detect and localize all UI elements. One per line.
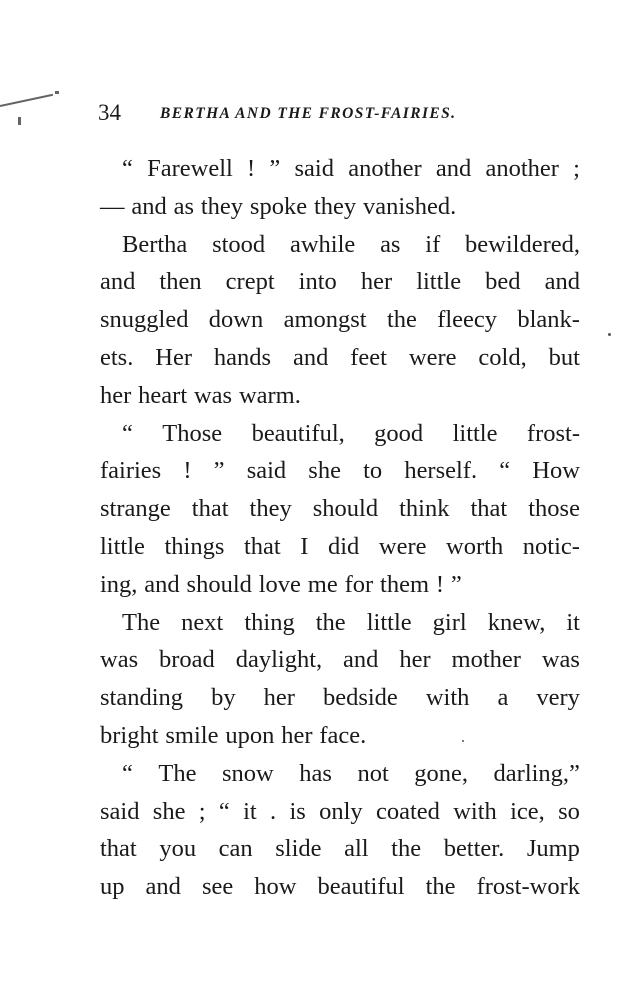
word: next: [181, 608, 224, 636]
word: amongst: [283, 306, 367, 334]
word: to: [363, 457, 383, 485]
word: and: [145, 873, 181, 901]
word: beautiful: [317, 873, 405, 901]
text-line: [100, 528, 580, 566]
word: The: [158, 759, 197, 787]
word: mother: [451, 646, 521, 674]
word: heart: [138, 381, 188, 409]
word: and: [100, 268, 136, 296]
word: notic-: [522, 532, 580, 560]
word: “: [499, 457, 511, 485]
word: she: [308, 457, 341, 485]
word: little: [416, 268, 462, 296]
word: little: [366, 608, 412, 636]
word: good: [374, 419, 424, 447]
word: darling,”: [493, 759, 580, 787]
word: only: [319, 797, 363, 825]
word: crept: [225, 268, 275, 296]
word: knew,: [487, 608, 546, 636]
word: “: [218, 797, 230, 825]
word: the: [315, 608, 346, 636]
word: and: [544, 268, 580, 296]
word: coated: [375, 797, 440, 825]
text-line: [100, 226, 580, 264]
text-line: [100, 301, 580, 339]
word: they: [249, 495, 292, 523]
word: !: [435, 570, 445, 598]
word: was: [193, 381, 233, 409]
word: !: [183, 457, 192, 485]
text-line: [100, 604, 580, 642]
page-number: 34: [98, 100, 121, 125]
word: into: [298, 268, 337, 296]
word: frost-: [526, 419, 580, 447]
word: up: [100, 873, 125, 901]
text-line: [100, 755, 580, 793]
word: they: [200, 192, 244, 220]
running-title: BERTHA AND THE FROST-FAIRIES.: [160, 105, 457, 122]
text-line: [100, 339, 580, 377]
text-line: [100, 150, 580, 188]
word: Farewell: [147, 155, 233, 182]
word: worth: [446, 532, 504, 560]
word: can: [218, 835, 253, 863]
word: warm.: [238, 381, 301, 409]
word: another: [348, 155, 422, 182]
word: and: [435, 155, 472, 182]
word: Jump: [526, 835, 580, 863]
word: face.: [319, 721, 367, 749]
word: “: [122, 759, 133, 787]
word: said: [246, 457, 287, 485]
text-line: [100, 377, 580, 415]
word: and: [292, 343, 329, 371]
word: were: [408, 343, 457, 371]
word: Bertha: [122, 230, 188, 258]
word: bewildered,: [465, 230, 580, 258]
word: herself.: [404, 457, 478, 485]
word: her: [100, 381, 132, 409]
word: ing,: [100, 570, 138, 598]
word: “: [122, 419, 133, 447]
word: should: [186, 570, 252, 598]
word: ;: [573, 155, 580, 182]
scan-mark: [55, 91, 59, 94]
word: better.: [443, 835, 505, 863]
text-line: [100, 490, 580, 528]
word: how: [254, 873, 297, 901]
word: I: [300, 532, 309, 560]
word: that: [470, 495, 508, 523]
word: that: [243, 532, 281, 560]
word: said: [294, 155, 334, 182]
text-line: [100, 188, 580, 226]
word: were: [378, 532, 427, 560]
word: upon: [225, 721, 275, 749]
word: that: [100, 835, 137, 863]
word: !: [247, 155, 256, 182]
word: by: [211, 684, 236, 712]
word: blank-: [517, 306, 580, 334]
word: ”: [269, 155, 281, 182]
text-line: [100, 830, 580, 868]
word: did: [328, 532, 360, 560]
word: cold,: [478, 343, 527, 371]
word: things: [164, 532, 225, 560]
word: them: [380, 570, 430, 598]
word: it: [566, 608, 580, 636]
word: Her: [155, 343, 192, 371]
word: so: [558, 797, 580, 825]
word: slide: [275, 835, 322, 863]
word: hands: [213, 343, 272, 371]
word: little: [452, 419, 498, 447]
word: ;: [198, 797, 206, 825]
word: and: [343, 646, 379, 674]
scan-speck: [608, 333, 611, 336]
word: “: [122, 155, 133, 182]
word: see: [201, 873, 234, 901]
word: beautiful,: [251, 419, 345, 447]
text-line: [100, 641, 580, 679]
word: her: [281, 721, 313, 749]
scan-mark: [0, 94, 53, 107]
word: bright: [100, 721, 159, 749]
word: her: [263, 684, 295, 712]
word: thing: [244, 608, 295, 636]
word: The: [122, 608, 161, 636]
word: me: [307, 570, 338, 598]
text-line: [100, 679, 580, 717]
word: she: [152, 797, 186, 825]
word: a: [497, 684, 509, 712]
word: said: [100, 797, 140, 825]
word: vanished.: [363, 192, 457, 220]
word: frost-work: [476, 873, 580, 901]
word: down: [208, 306, 264, 334]
word: spoke: [249, 192, 308, 220]
scan-mark: [18, 117, 21, 125]
word: the: [386, 306, 417, 334]
word: her: [399, 646, 431, 674]
word: if: [425, 230, 441, 258]
word: is: [289, 797, 306, 825]
word: ice,: [510, 797, 545, 825]
word: Those: [162, 419, 223, 447]
word: as: [380, 230, 401, 258]
word: with: [453, 797, 497, 825]
word: think: [399, 495, 450, 523]
word: her: [360, 268, 393, 296]
word: with: [425, 684, 470, 712]
word: girl: [432, 608, 467, 636]
text-line: [100, 452, 580, 490]
word: those: [528, 495, 580, 523]
word: should: [312, 495, 379, 523]
word: was: [541, 646, 580, 674]
word: stood: [212, 230, 266, 258]
word: gone,: [414, 759, 469, 787]
word: and: [131, 192, 167, 220]
word: for: [344, 570, 374, 598]
word: that: [191, 495, 229, 523]
word: ”: [450, 570, 462, 598]
word: strange: [100, 495, 171, 523]
word: ets.: [100, 343, 134, 371]
word: you: [159, 835, 197, 863]
word: it: [243, 797, 257, 825]
text-line: [100, 415, 580, 453]
word: standing: [100, 684, 184, 712]
word: bed: [485, 268, 521, 296]
word: bedside: [322, 684, 398, 712]
body-text: [100, 150, 580, 906]
word: feet: [350, 343, 387, 371]
word: snow: [222, 759, 274, 787]
word: broad: [159, 646, 215, 674]
word: smile: [165, 721, 219, 749]
word: How: [532, 457, 580, 485]
word: the: [391, 835, 422, 863]
page-header: [98, 98, 538, 128]
word: daylight,: [235, 646, 323, 674]
word: —: [100, 192, 125, 220]
word: all: [344, 835, 369, 863]
word: love: [258, 570, 301, 598]
word: ”: [213, 457, 225, 485]
word: fleecy: [437, 306, 498, 334]
text-line: [100, 717, 580, 755]
word: has: [299, 759, 332, 787]
word: was: [100, 646, 139, 674]
word: then: [159, 268, 202, 296]
word: and: [144, 570, 180, 598]
word: very: [536, 684, 580, 712]
word: they: [313, 192, 357, 220]
word: fairies: [100, 457, 162, 485]
word: but: [548, 343, 580, 371]
word: little: [100, 532, 145, 560]
text-line: [100, 263, 580, 301]
word: as: [173, 192, 195, 220]
word: another: [485, 155, 559, 182]
word: not: [357, 759, 389, 787]
word: .: [270, 797, 277, 825]
word: awhile: [289, 230, 356, 258]
word: snuggled: [100, 306, 189, 334]
text-line: [100, 566, 580, 604]
text-line: [100, 868, 580, 906]
word: the: [425, 873, 456, 901]
text-line: [100, 793, 580, 831]
